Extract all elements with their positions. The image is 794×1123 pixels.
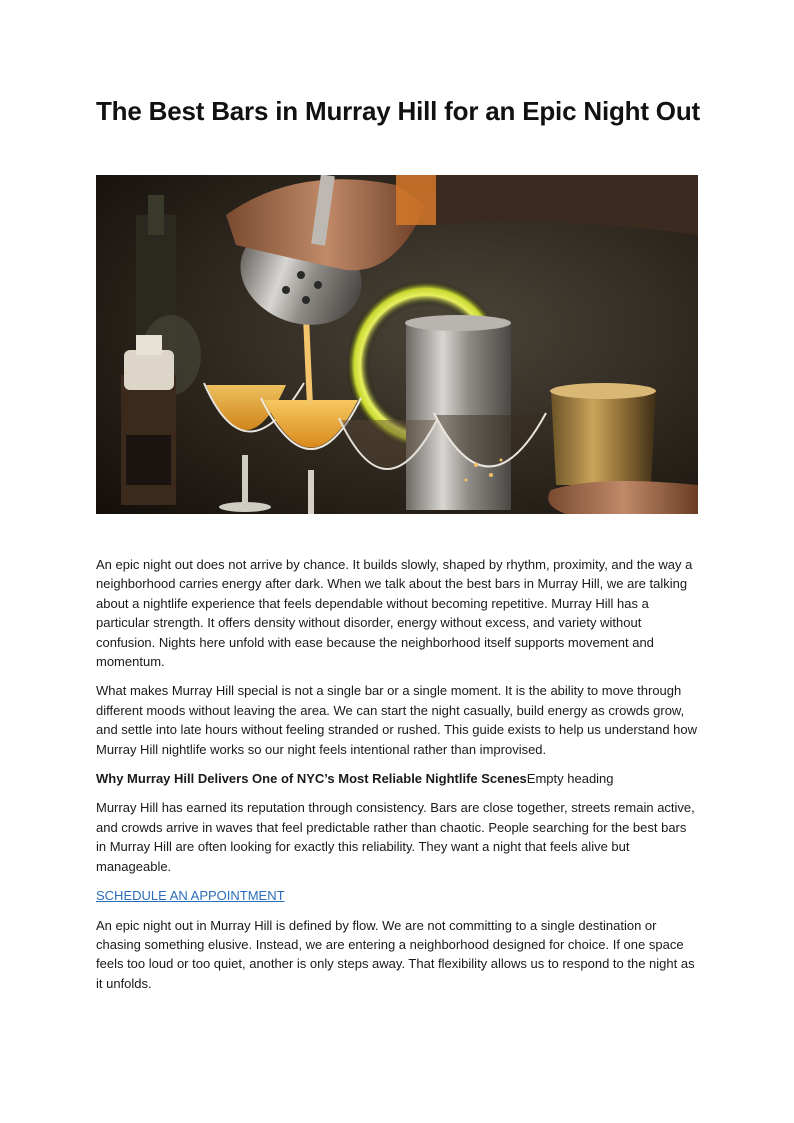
cocktail-photo-icon [96,175,698,514]
paragraph-consistency: Murray Hill has earned its reputation through consistency. Bars are close together, streets remain active, and crowds arrive in waves that feel predictable rather than chaotic. People searching for the best bars in Murray Hill are often looking for exactly this reliability. They want a night that feels alive but manageable. [96,800,695,874]
hero-image [96,175,698,514]
paragraph-flow: An epic night out in Murray Hill is defined by flow. We are not committing to a single destination or chasing something elusive. Instead, we are entering a neighborhood designed for choice. If one space feels too loud or too quiet, another is only steps away. That flexibility allows us to respond to the night as it unfolds. [96,917,695,991]
cta-paragraph [96,886,698,905]
subheading-suffix: Empty heading [526,771,614,787]
paragraph-intro: An epic night out does not arrive by chance. It builds slowly, shaped by rhythm, proximity, and the way a neighborhood carries energy after dark. When we talk about the best bars in Murray Hill, we are talking about a nightlife experience that feels dependable without becoming repetitive. Murray Hill has a particular strength. It offers density without disorder, energy without excess, and variety without confusion. Nights here unfold with ease because the neighborhood itself supports movement and momentum. [96,557,693,670]
subheading-text: Why Murray Hill Delivers One of NYC’s Most Reliable Nightlife Scenes [96,771,527,787]
paragraph-why-special: What makes Murray Hill special is not a single bar or a single moment. It is the ability to move through different moods without leaving the area. We can start the night casually, build energy as crowds grow, and settle into late hours without feeling stranded or rushed. This guide exists to help us understand how Murray Hill nightlife works so our night feels intentional rather than improvised. [96,683,698,757]
page-title: The Best Bars in Murray Hill for an Epic Night Out [96,96,700,126]
schedule-appointment-link[interactable]: SCHEDULE AN APPOINTMENT [96,888,285,904]
section-subheading [96,769,698,788]
article-body [96,555,698,1003]
